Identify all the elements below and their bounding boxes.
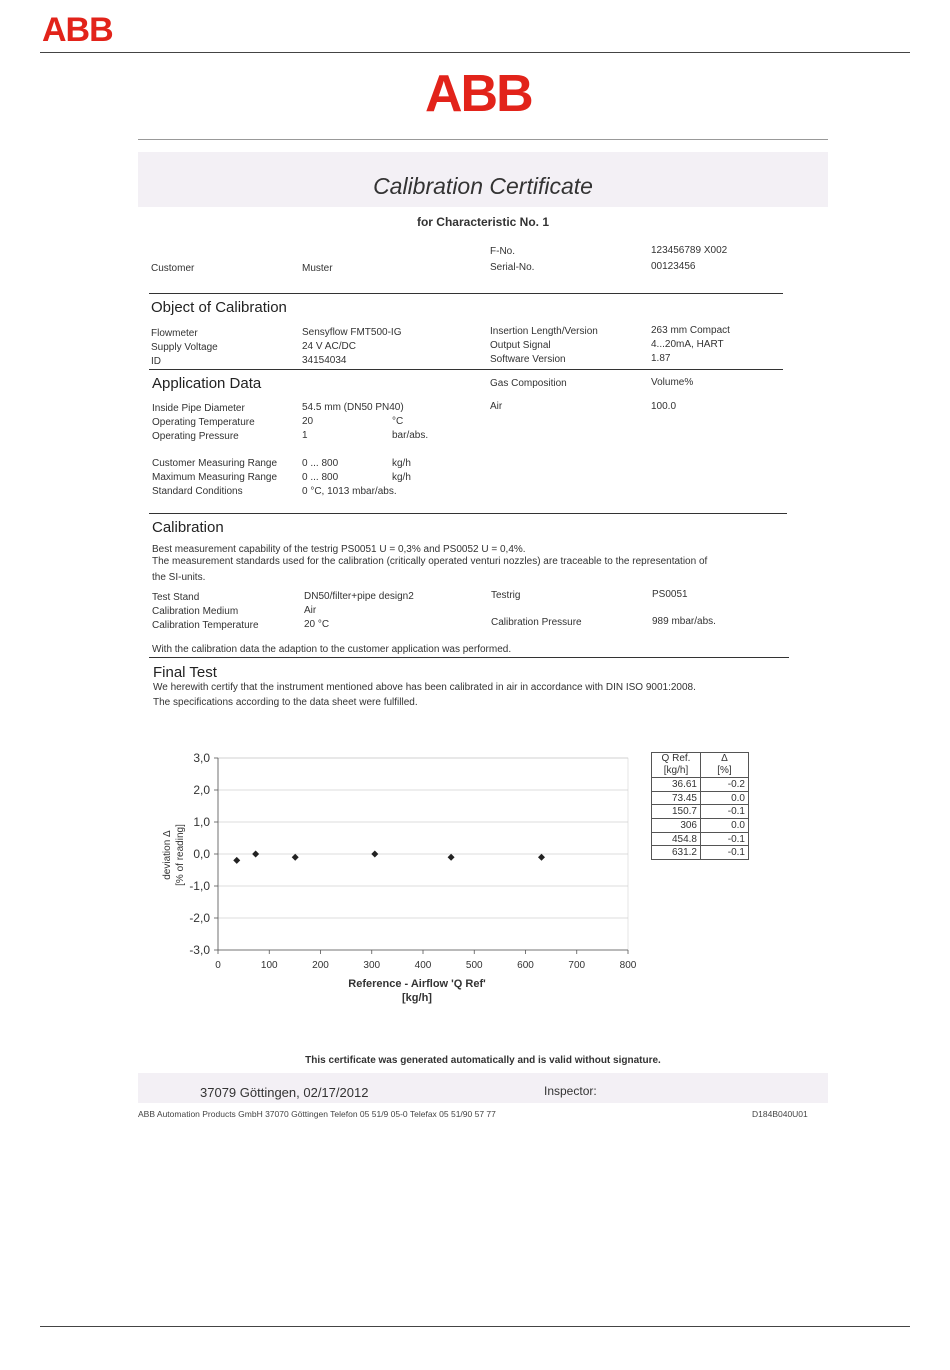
object-rule bbox=[149, 293, 783, 294]
calibration-text-3: the SI-units. bbox=[152, 572, 206, 583]
calibration-temperature-label: Calibration Temperature bbox=[152, 620, 259, 631]
delta-header bbox=[701, 753, 749, 778]
standard-conditions-label: Standard Conditions bbox=[152, 486, 243, 497]
customer-range-unit: kg/h bbox=[392, 458, 411, 469]
table-row bbox=[652, 819, 749, 833]
table-cell-delta: -0.1 bbox=[701, 846, 749, 860]
x-tick-label: 600 bbox=[517, 960, 534, 971]
flowmeter-value: Sensyflow FMT500-IG bbox=[302, 327, 402, 338]
table-cell-qref: 306 bbox=[652, 819, 701, 833]
operating-pressure-label: Operating Pressure bbox=[152, 431, 239, 442]
table-cell-delta: -0.1 bbox=[701, 805, 749, 819]
customer-label: Customer bbox=[151, 263, 195, 274]
qref-header bbox=[652, 753, 701, 778]
operating-temperature-label: Operating Temperature bbox=[152, 417, 255, 428]
calibration-rule bbox=[149, 513, 787, 514]
calibration-text-2: The measurement standards used for the calibration (critically operated venturi nozzles) are traceable to the representation of bbox=[152, 556, 708, 567]
customer-value: Muster bbox=[302, 263, 333, 274]
footer-company: ABB Automation Products GmbH 37070 Göttingen Telefon 05 51/9 05-0 Telefax 05 51/90 57 77 bbox=[138, 1109, 496, 1119]
fno-value: 123456789 X002 bbox=[651, 245, 728, 256]
final-test-heading: Final Test bbox=[153, 664, 217, 681]
calibration-text-1: Best measurement capability of the testrig PS0051 U = 0,3% and PS0052 U = 0,4%. bbox=[152, 544, 526, 555]
table-cell-delta: 0.0 bbox=[701, 791, 749, 805]
x-tick-label: 700 bbox=[568, 960, 586, 971]
operating-temperature-unit: °C bbox=[392, 416, 404, 427]
table-cell-qref: 36.61 bbox=[652, 778, 701, 792]
delta-header-unit: [%] bbox=[717, 765, 732, 776]
adaption-text: With the calibration data the adaption to the customer application was performed. bbox=[152, 644, 512, 655]
certificate-subtitle: for Characteristic No. 1 bbox=[416, 215, 550, 229]
calibration-table bbox=[651, 752, 749, 860]
gas-unit: Volume% bbox=[651, 377, 694, 388]
calibration-temperature-value: 20 °C bbox=[304, 619, 330, 630]
inspector-label: Inspector: bbox=[544, 1084, 597, 1098]
maximum-range-label: Maximum Measuring Range bbox=[152, 472, 278, 483]
maximum-range-unit: kg/h bbox=[392, 472, 411, 483]
final-test-text-2: The specifications according to the data sheet were fulfilled. bbox=[153, 697, 418, 708]
id-label: ID bbox=[151, 356, 161, 367]
y-tick-label: -1,0 bbox=[189, 879, 210, 893]
operating-temperature-value: 20 bbox=[302, 416, 314, 427]
table-cell-qref: 150.7 bbox=[652, 805, 701, 819]
calibration-medium-value: Air bbox=[304, 605, 317, 616]
certificate-top-rule bbox=[138, 139, 828, 140]
calibration-heading: Calibration bbox=[152, 519, 224, 536]
gas-name: Air bbox=[490, 401, 503, 412]
abb-logo: ABB bbox=[42, 11, 113, 49]
maximum-range-value: 0 ... 800 bbox=[302, 472, 339, 483]
y-tick-label: -2,0 bbox=[189, 911, 210, 925]
certificate-abb-logo: ABB bbox=[425, 65, 532, 123]
x-tick-label: 300 bbox=[363, 960, 381, 971]
y-tick-label: 1,0 bbox=[193, 815, 210, 829]
application-rule bbox=[149, 369, 783, 370]
table-cell-qref: 454.8 bbox=[652, 832, 701, 846]
x-tick-label: 200 bbox=[312, 960, 329, 971]
gas-composition-label: Gas Composition bbox=[490, 378, 567, 389]
deviation-chart bbox=[150, 745, 640, 1010]
final-test-rule bbox=[149, 657, 789, 658]
x-tick-label: 0 bbox=[215, 960, 221, 971]
customer-range-label: Customer Measuring Range bbox=[152, 458, 278, 469]
fno-label: F-No. bbox=[490, 246, 515, 257]
final-test-text-1: We herewith certify that the instrument mentioned above has been calibrated in air in accordance with DIN ISO 9001:2008. bbox=[153, 682, 696, 693]
x-tick-label: 800 bbox=[619, 960, 637, 971]
table-row bbox=[652, 778, 749, 792]
id-value: 34154034 bbox=[302, 355, 347, 366]
insertion-length-label: Insertion Length/Version bbox=[490, 326, 598, 337]
footer-code: D184B040U01 bbox=[752, 1109, 808, 1119]
table-cell-qref: 73.45 bbox=[652, 791, 701, 805]
table-row bbox=[652, 832, 749, 846]
application-heading: Application Data bbox=[152, 375, 262, 392]
customer-range-value: 0 ... 800 bbox=[302, 458, 339, 469]
table-row bbox=[652, 791, 749, 805]
x-tick-label: 100 bbox=[260, 960, 278, 971]
test-stand-label: Test Stand bbox=[152, 592, 200, 603]
testrig-value: PS0051 bbox=[652, 589, 688, 600]
table-row bbox=[652, 846, 749, 860]
supply-voltage-value: 24 V AC/DC bbox=[302, 341, 356, 352]
gas-value: 100.0 bbox=[651, 401, 677, 412]
header-divider bbox=[40, 52, 910, 53]
insertion-length-value: 263 mm Compact bbox=[651, 325, 730, 336]
serial-value: 00123456 bbox=[651, 261, 696, 272]
x-axis-unit: [kg/h] bbox=[402, 992, 432, 1004]
output-signal-label: Output Signal bbox=[490, 340, 551, 351]
serial-label: Serial-No. bbox=[490, 262, 535, 273]
operating-pressure-unit: bar/abs. bbox=[392, 430, 429, 441]
table-header-row bbox=[652, 753, 749, 778]
x-tick-label: 500 bbox=[465, 960, 483, 971]
table-cell-delta: -0.2 bbox=[701, 778, 749, 792]
certificate-title: Calibration Certificate bbox=[373, 173, 593, 199]
y-axis-label: deviation Δ bbox=[162, 830, 173, 880]
table-row bbox=[652, 805, 749, 819]
software-version-label: Software Version bbox=[490, 354, 566, 365]
y-tick-label: 2,0 bbox=[193, 783, 210, 797]
x-axis-label: Reference - Airflow 'Q Ref' bbox=[348, 978, 486, 990]
qref-header-name: Q Ref. bbox=[661, 753, 691, 764]
operating-pressure-value: 1 bbox=[302, 430, 308, 441]
place-date: 37079 Göttingen, 02/17/2012 bbox=[200, 1085, 369, 1100]
calibration-medium-label: Calibration Medium bbox=[152, 606, 239, 617]
object-heading: Object of Calibration bbox=[151, 299, 287, 316]
calibration-pressure-label: Calibration Pressure bbox=[491, 617, 582, 628]
qref-header-unit: [kg/h] bbox=[663, 765, 689, 776]
output-signal-value: 4...20mA, HART bbox=[651, 339, 724, 350]
table-cell-delta: 0.0 bbox=[701, 819, 749, 833]
y-tick-label: -3,0 bbox=[189, 943, 210, 957]
y-tick-label: 0,0 bbox=[193, 847, 210, 861]
y-axis-unit: [% of reading] bbox=[175, 824, 186, 886]
signature-note: This certificate was generated automatically and is valid without signature. bbox=[305, 1055, 661, 1066]
table-cell-qref: 631.2 bbox=[652, 846, 701, 860]
x-tick-label: 400 bbox=[414, 960, 432, 971]
software-version-value: 1.87 bbox=[651, 353, 671, 364]
testrig-label: Testrig bbox=[491, 590, 521, 601]
standard-conditions-value: 0 °C, 1013 mbar/abs. bbox=[302, 486, 397, 497]
flowmeter-label: Flowmeter bbox=[151, 328, 198, 339]
table-cell-delta: -0.1 bbox=[701, 832, 749, 846]
pipe-diameter-value: 54.5 mm (DN50 PN40) bbox=[302, 402, 404, 413]
supply-voltage-label: Supply Voltage bbox=[151, 342, 218, 353]
pipe-diameter-label: Inside Pipe Diameter bbox=[152, 403, 245, 414]
delta-header-name: Δ bbox=[721, 753, 728, 764]
calibration-pressure-value: 989 mbar/abs. bbox=[652, 616, 716, 627]
page-footer-divider bbox=[40, 1326, 910, 1327]
test-stand-value: DN50/filter+pipe design2 bbox=[304, 591, 414, 602]
y-tick-label: 3,0 bbox=[193, 751, 210, 765]
